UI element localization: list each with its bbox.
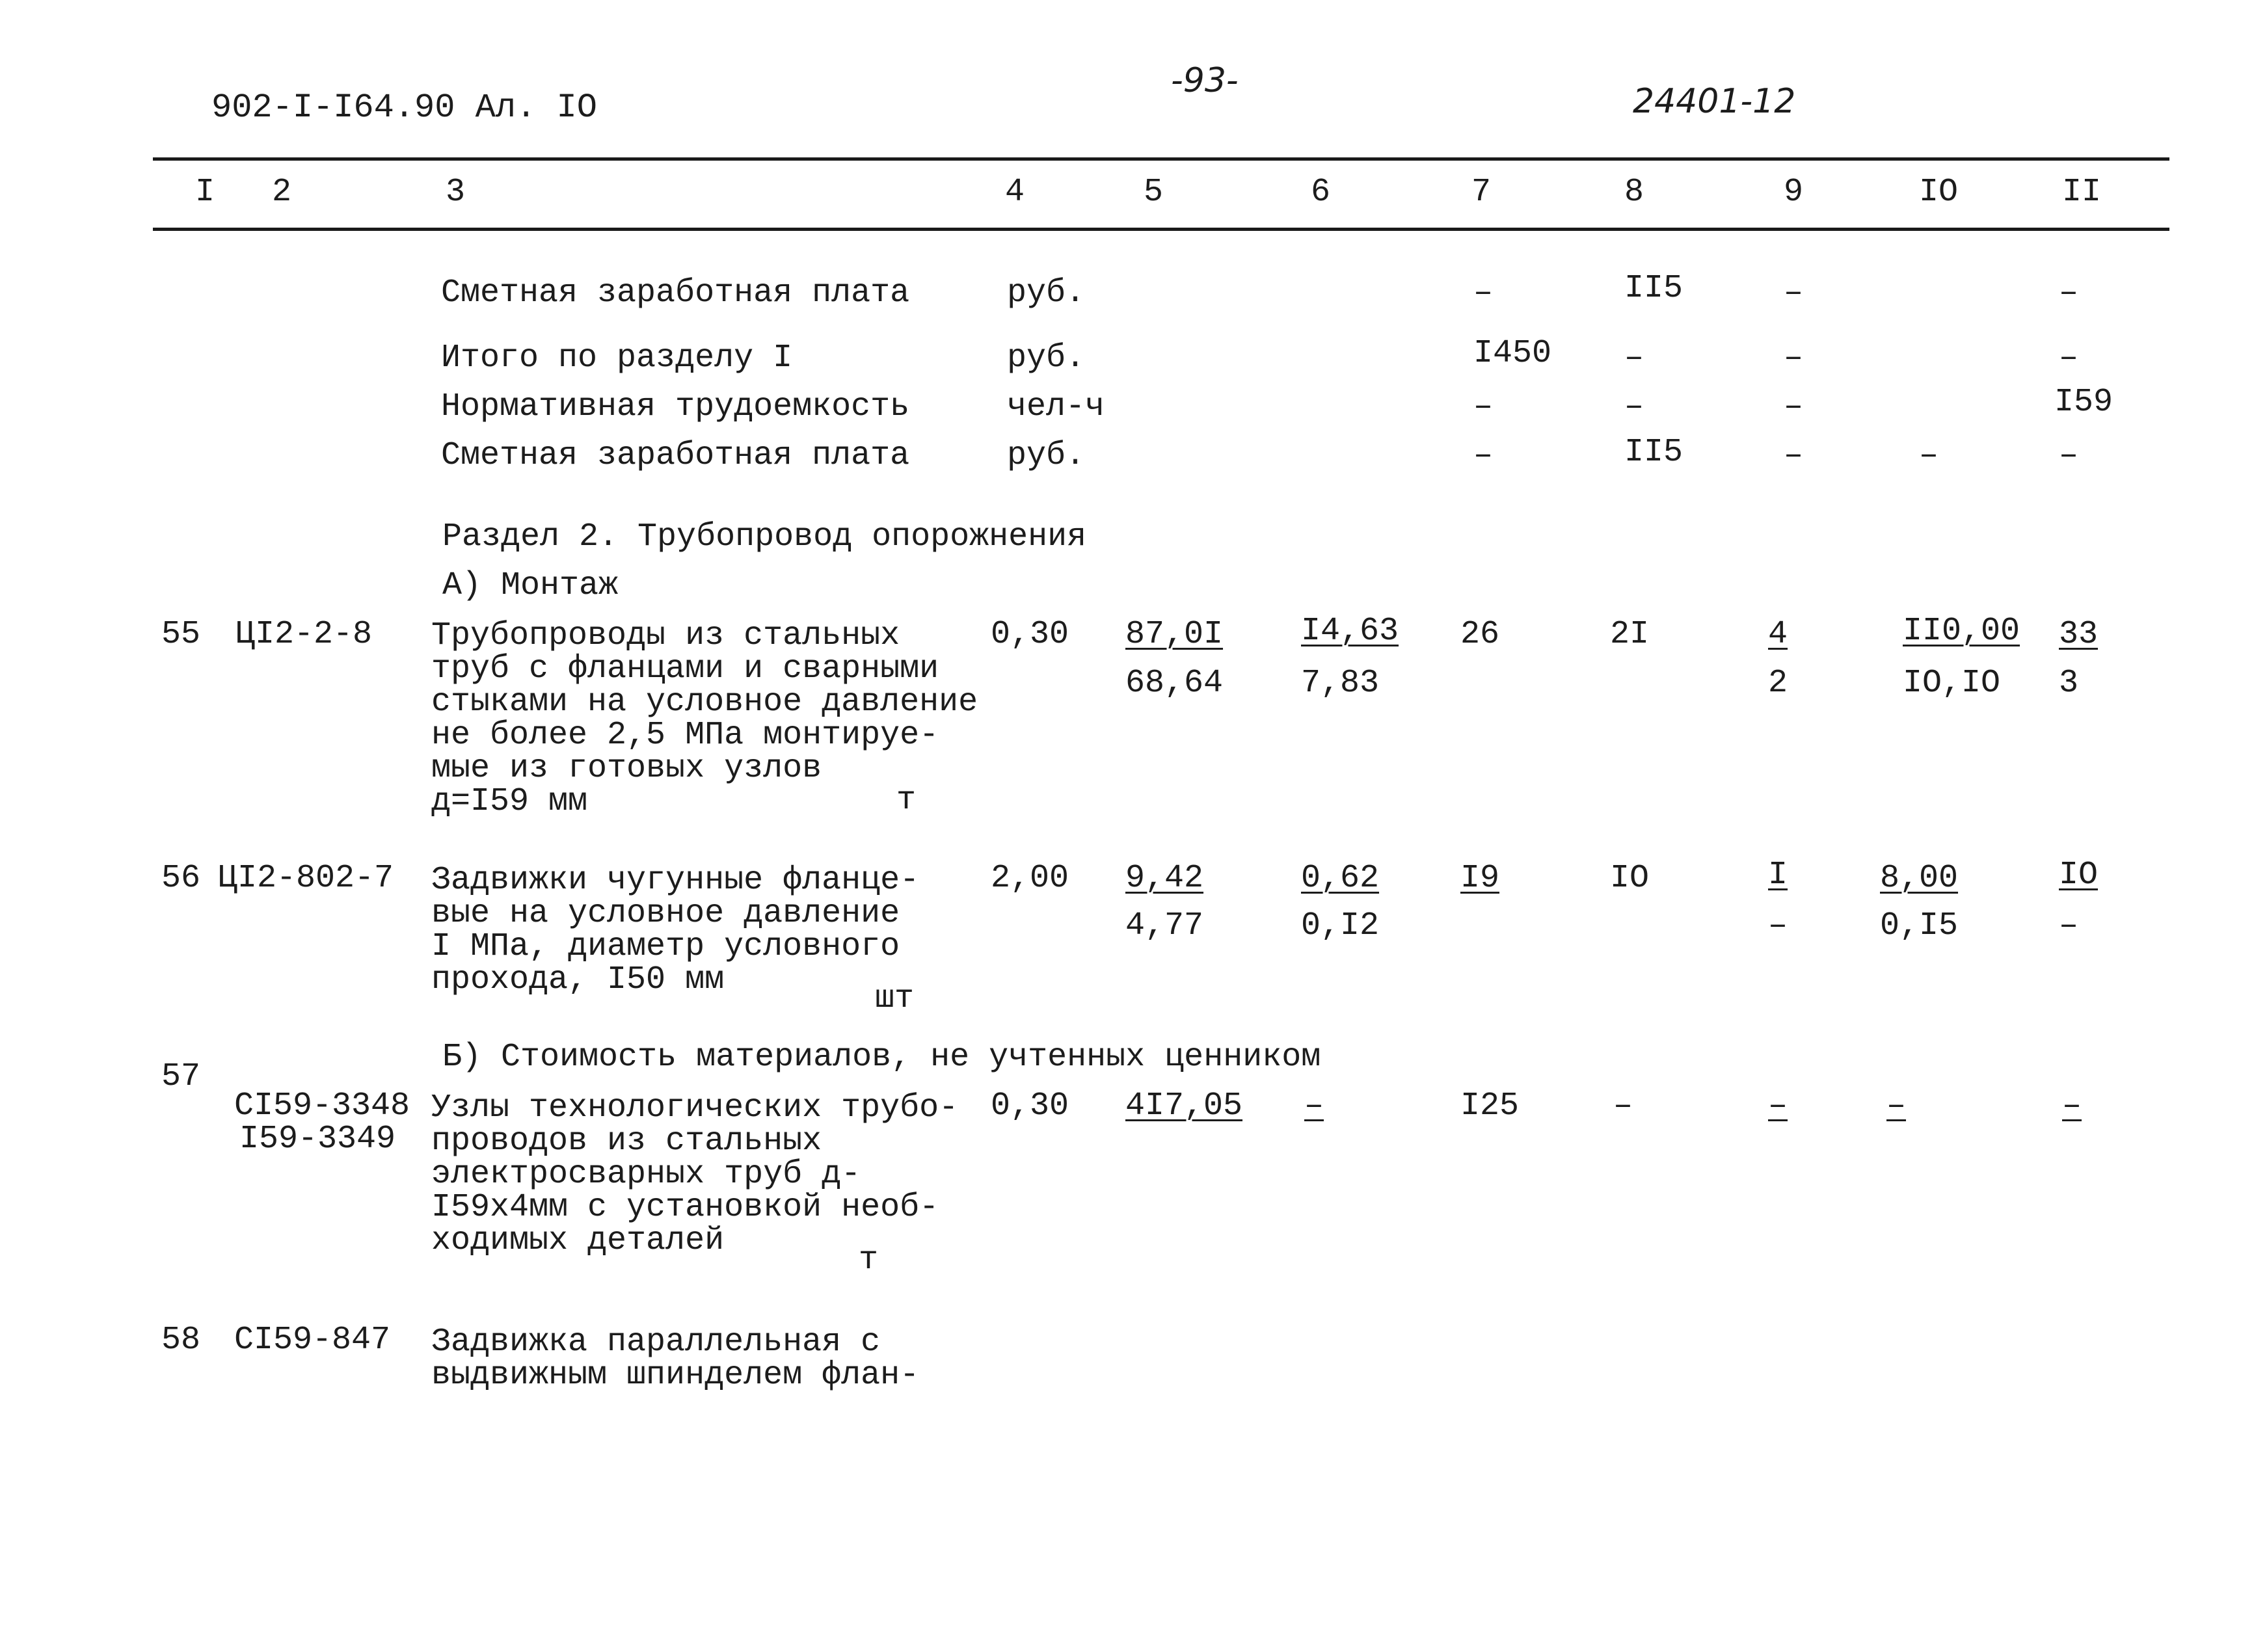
cell-5-top: 87,0I: [1125, 616, 1224, 653]
cell-9: –: [1784, 274, 1804, 312]
cell-9: –: [1784, 388, 1804, 425]
column-header: 5: [1144, 174, 1164, 211]
cell-11-bottom: –: [2059, 907, 2079, 944]
cell-7: –: [1473, 274, 1494, 312]
summary-unit: руб.: [1007, 340, 1086, 377]
row-code: ЦI2-2-8: [235, 616, 373, 653]
cell-5-bottom: 4,77: [1125, 907, 1204, 944]
cell-10-top: II0,00: [1903, 613, 2020, 650]
cell-11: I59: [2054, 384, 2113, 421]
cell-11-bottom: 3: [2059, 665, 2079, 702]
cell-7: I25: [1460, 1087, 1520, 1125]
row-number: 55: [161, 616, 201, 653]
cell-6-top: 0,62: [1301, 860, 1380, 897]
cell-5-top: 4I7,05: [1125, 1087, 1243, 1125]
cell-8: II5: [1624, 270, 1683, 307]
column-header: 7: [1471, 174, 1492, 211]
row-code: ЦI2-802-7: [218, 860, 394, 897]
cell-8: –: [1624, 388, 1644, 425]
summary-name: Сметная заработная плата: [441, 274, 910, 312]
cell-6-top: I4,63: [1301, 613, 1399, 650]
row-description: Задвижка параллельная с выдвижным шпинделем флан-: [431, 1324, 920, 1394]
cell-4: 0,30: [991, 1087, 1069, 1125]
cell-10-bottom: IO,IO: [1903, 665, 2001, 702]
subsection-title: А) Монтаж: [442, 567, 619, 604]
summary-name: Итого по разделу I: [441, 340, 793, 377]
column-header: II: [2062, 174, 2102, 211]
column-header: 6: [1311, 174, 1331, 211]
header-top-rule: [153, 157, 2169, 161]
cell-10-top: 8,00: [1880, 860, 1959, 897]
cell-7: I9: [1460, 860, 1500, 897]
cell-11-top: 33: [2059, 616, 2099, 653]
cell-11: –: [2059, 437, 2079, 474]
cell-7: 26: [1460, 616, 1500, 653]
section-title: Раздел 2. Трубопровод опорожнения: [442, 518, 1087, 555]
row-number: 58: [161, 1322, 201, 1359]
cell-9-bottom: 2: [1768, 665, 1788, 702]
cell-11-top: IO: [2059, 857, 2099, 894]
summary-unit: руб.: [1007, 437, 1086, 474]
column-header: I: [195, 174, 215, 211]
cell-5-top: 9,42: [1125, 860, 1204, 897]
row-description: Узлы технологических трубо- проводов из стальных электросварных труб д- I59х4мм с установкой необ- ходимых деталей: [431, 1089, 959, 1259]
cell-8: –: [1624, 340, 1644, 377]
cell-11: –: [2059, 274, 2079, 312]
row-description: Трубопроводы из стальных труб с фланцами и сварными стыками на условное давление не более 2,5 МПа монтируе- мые из готовых узлов д=I59 мм: [431, 617, 978, 820]
cell-6-top: –: [1304, 1087, 1324, 1125]
cell-11-top: –: [2062, 1087, 2082, 1125]
cell-9: –: [1784, 437, 1804, 474]
column-header: 2: [272, 174, 292, 211]
cell-7: –: [1473, 388, 1494, 425]
row-unit: т: [859, 1242, 879, 1279]
cell-7: I450: [1473, 335, 1552, 372]
summary-unit: руб.: [1007, 274, 1086, 312]
row-description: Задвижки чугунные фланце- вые на условное давление I МПа, диаметр условного прохода, I50 мм: [431, 862, 920, 998]
column-header: 9: [1784, 174, 1804, 211]
cell-9: –: [1784, 340, 1804, 377]
header-bottom-rule: [153, 228, 2169, 231]
cell-11: –: [2059, 340, 2079, 377]
page-number: -93-: [1171, 61, 1239, 100]
column-header: IO: [1919, 174, 1959, 211]
row-code: CI59-3348 I59-3349: [234, 1087, 410, 1158]
cell-8: II5: [1624, 434, 1683, 471]
cell-4: 0,30: [991, 616, 1069, 653]
row-unit: т: [896, 782, 917, 819]
column-header: 3: [446, 174, 466, 211]
cell-6-bottom: 0,I2: [1301, 907, 1380, 944]
subsection-title: Б) Стоимость материалов, не учтенных ценником: [442, 1039, 1321, 1076]
cell-7: –: [1473, 437, 1494, 474]
cell-9-top: I: [1768, 857, 1788, 894]
row-unit: шт: [875, 980, 915, 1017]
cell-9-top: 4: [1768, 616, 1788, 653]
row-number: 57: [161, 1058, 201, 1095]
cell-8: IO: [1610, 860, 1650, 897]
summary-name: Сметная заработная плата: [441, 437, 910, 474]
column-header: 8: [1624, 174, 1644, 211]
document-code: 902-I-I64.90 Ал. IO: [211, 88, 597, 127]
cell-8: 2I: [1610, 616, 1650, 653]
column-header: 4: [1005, 174, 1025, 211]
cell-8: –: [1613, 1087, 1633, 1125]
cell-6-bottom: 7,83: [1301, 665, 1380, 702]
cell-9-top: –: [1768, 1087, 1788, 1125]
cell-10-top: –: [1886, 1087, 1907, 1125]
cell-10: –: [1919, 437, 1939, 474]
row-number: 56: [161, 860, 201, 897]
cell-5-bottom: 68,64: [1125, 665, 1224, 702]
summary-name: Нормативная трудоемкость: [441, 388, 910, 425]
row-code: CI59-847: [234, 1322, 391, 1359]
summary-unit: чел-ч: [1007, 388, 1105, 425]
cell-10-bottom: 0,I5: [1880, 907, 1959, 944]
document-number: 24401-12: [1633, 82, 1796, 121]
cell-4: 2,00: [991, 860, 1069, 897]
cell-9-bottom: –: [1768, 907, 1788, 944]
